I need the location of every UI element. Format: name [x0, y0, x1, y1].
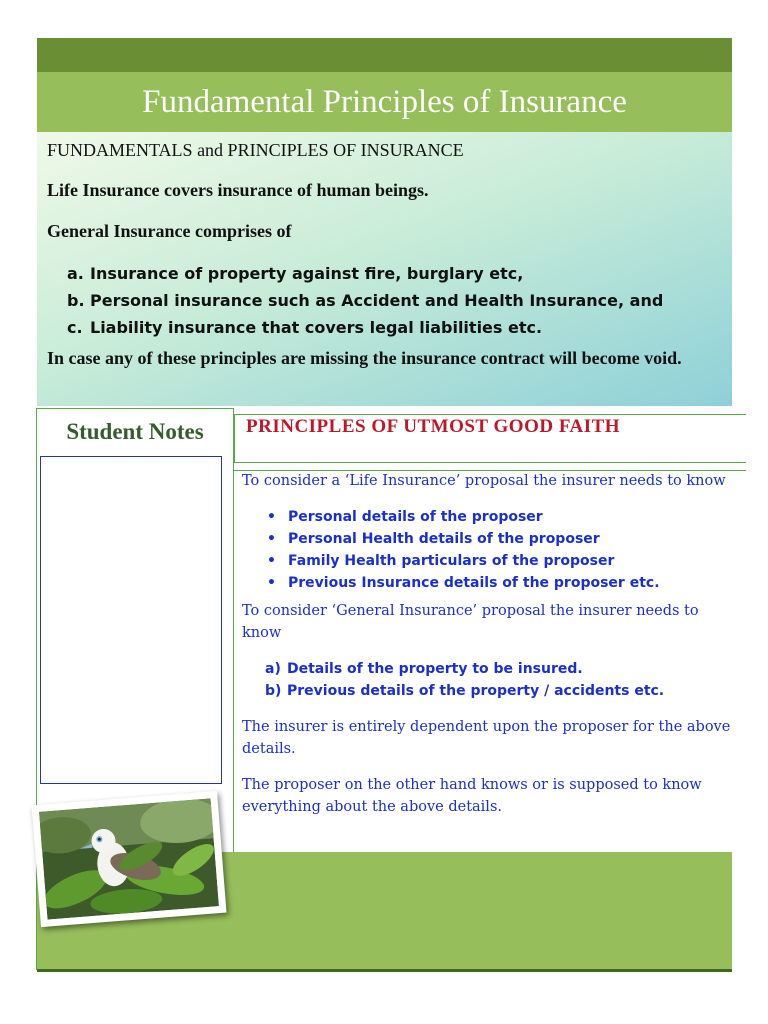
student-notes-box[interactable]	[40, 456, 222, 784]
list-item: c. Liability insurance that covers legal liabilities etc.	[67, 318, 543, 337]
list-item: a. Insurance of property against fire, burglary etc,	[67, 264, 524, 283]
list-item: b. Personal insurance such as Accident and Health Insurance, and	[67, 291, 664, 310]
intro-section	[37, 132, 732, 406]
list-item: • Personal details of the proposer	[264, 506, 737, 528]
intro-general-text: General Insurance comprises of	[47, 221, 292, 241]
page-title: Fundamental Principles of Insurance	[142, 84, 627, 120]
bird-photo-image	[39, 798, 219, 919]
bird-photo	[32, 791, 227, 927]
list-item: • Family Health particulars of the proposer	[264, 550, 737, 572]
dependence-text: The insurer is entirely dependent upon the proposer for the above details.	[242, 719, 731, 757]
list-item: • Personal Health details of the proposer	[264, 528, 737, 550]
intro-closing-text: In case any of these principles are missing the insurance contract will become void.	[47, 348, 682, 368]
intro-life-text: Life Insurance covers insurance of human beings.	[47, 180, 429, 200]
student-notes-title: Student Notes	[66, 419, 204, 444]
faith-title: PRINCIPLES OF UTMOST GOOD FAITH	[246, 416, 621, 437]
faith-content	[242, 470, 737, 818]
intro-list	[37, 260, 663, 341]
life-proposal-text: To consider a ‘Life Insurance’ proposal the insurer needs to know	[242, 473, 726, 489]
list-item: • Previous Insurance details of the proposer etc.	[264, 572, 737, 594]
general-details-list	[265, 658, 737, 702]
footer-rule	[37, 969, 732, 972]
general-proposal-text: To consider ‘General Insurance’ proposal the insurer needs to know	[242, 603, 699, 641]
list-item: b) Previous details of the property / accidents etc.	[265, 683, 665, 699]
list-item: a) Details of the property to be insured.	[265, 661, 583, 677]
header-top-band	[37, 38, 732, 72]
life-details-list	[264, 506, 737, 594]
intro-heading: FUNDAMENTALS and PRINCIPLES OF INSURANCE	[47, 140, 464, 160]
proposer-knowledge-text: The proposer on the other hand knows or is supposed to know everything about the above details.	[242, 777, 702, 815]
